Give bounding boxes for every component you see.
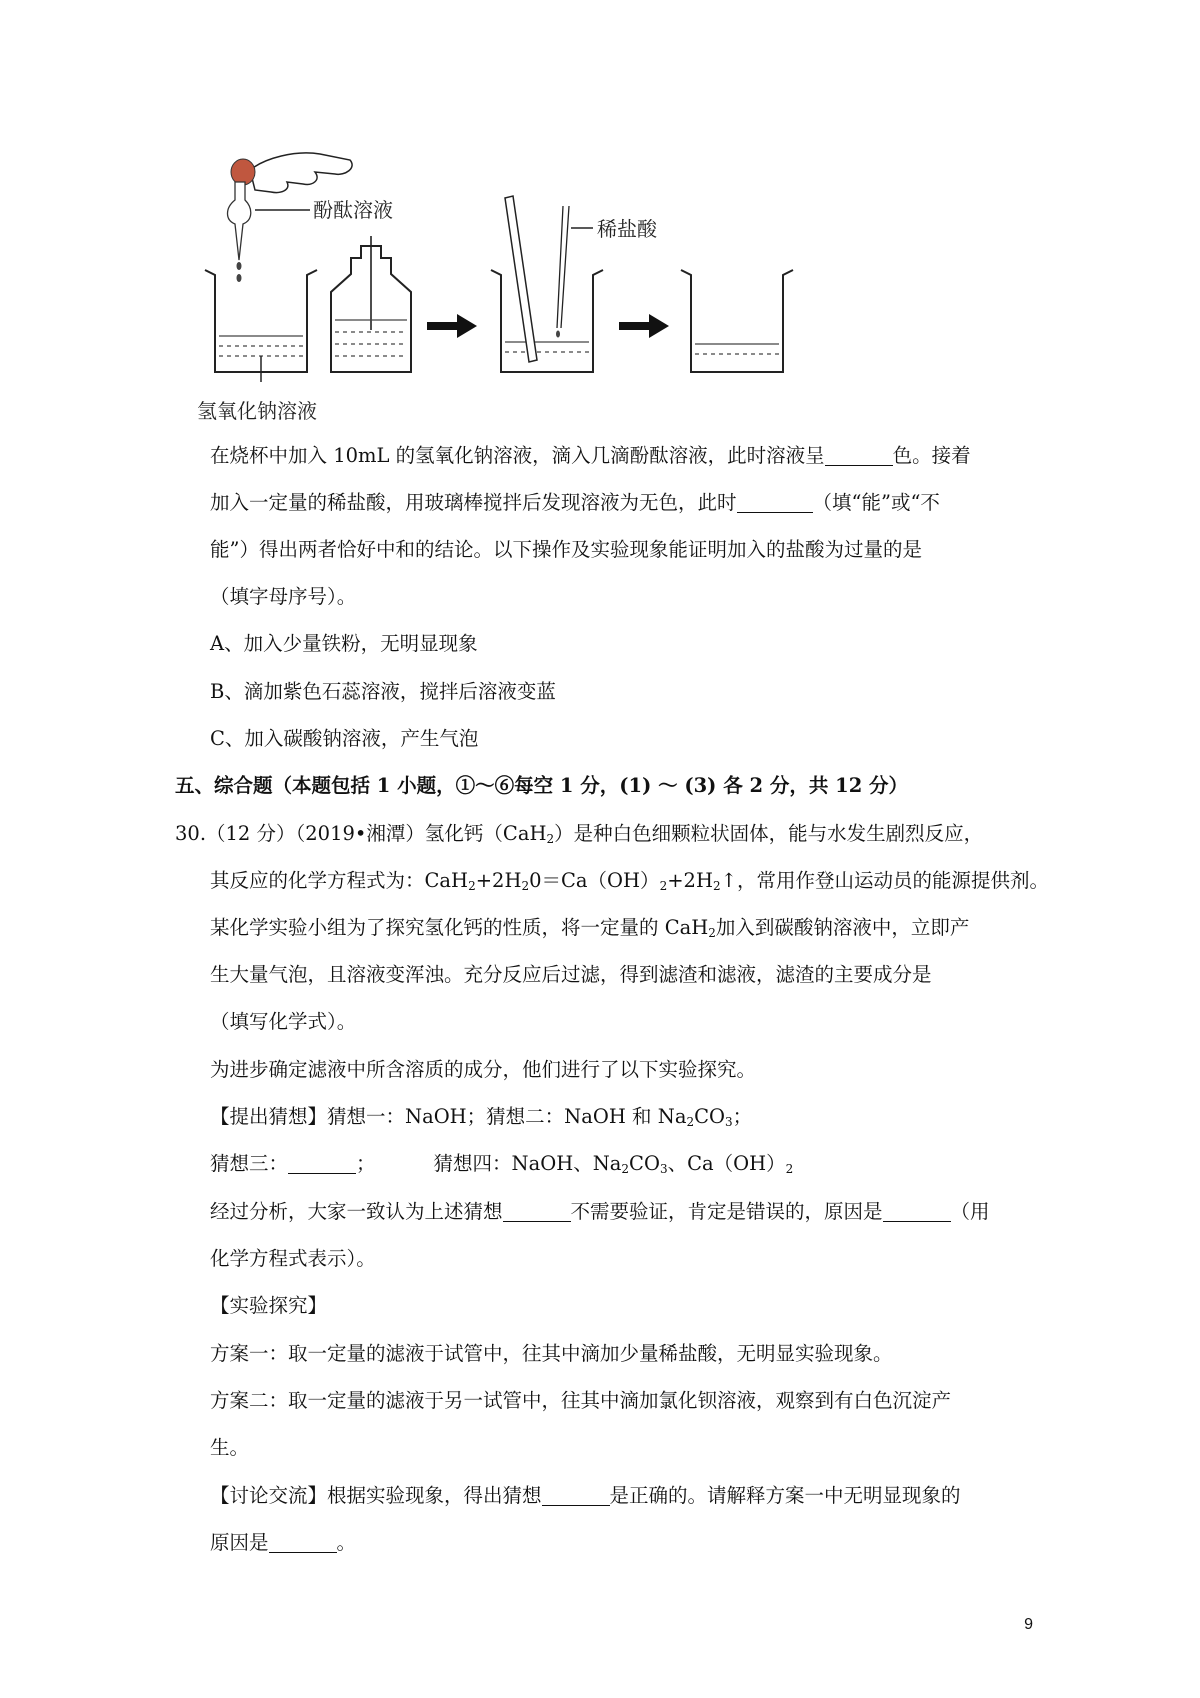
- q30-guess-line: 【提出猜想】猜想一：NaOH；猜想二：NaOH 和 $Na_2CO_3$；: [210, 1105, 753, 1129]
- arrow-right-icon: [427, 314, 477, 338]
- dropper-bulb-icon: [231, 159, 255, 185]
- q30-line-4: 生大量气泡，且溶液变浑浊。充分反应后过滤，得到滤渣和滤液，滤渣的主要成分是: [210, 963, 932, 986]
- label-dilute-hcl: 稀盐酸: [597, 217, 657, 241]
- answer-blank[interactable]: [269, 1532, 337, 1553]
- q30-experiment-title: 【实验探究】: [210, 1294, 328, 1317]
- q30-header: 30.（12 分）（2019•湘潭）氢化钙（CaH$_2$）是种白色细颗粒状固体，能与水发生剧烈反应，: [175, 822, 984, 846]
- q30-line-3: 某化学实验小组为了探究氢化钙的性质，将一定量的 CaH$_2$加入到碳酸钠溶液中，立即产: [210, 916, 970, 940]
- q30-plan-2-cont: 生。: [210, 1436, 250, 1459]
- q29-line-4: （填字母序号）。: [210, 585, 357, 608]
- answer-blank[interactable]: [288, 1153, 356, 1174]
- q29-option-b: B、滴加紫色石蕊溶液，搅拌后溶液变蓝: [210, 680, 556, 703]
- q30-analysis-line-2: 化学方程式表示）。: [210, 1247, 376, 1270]
- dropper-icon: [228, 182, 251, 260]
- q30-line-5: （填写化学式）。: [210, 1010, 357, 1033]
- answer-blank[interactable]: [503, 1201, 571, 1222]
- q29-line-3: 能”）得出两者恰好中和的结论。以下操作及实验现象能证明加入的盐酸为过量的是: [210, 538, 922, 561]
- beaker-3-icon: [491, 270, 603, 372]
- arrow-right-icon-2: [619, 314, 669, 338]
- beaker-4-icon: [681, 270, 793, 372]
- page-number: 9: [1024, 1616, 1033, 1633]
- q30-analysis-line: 经过分析，大家一致认为上述猜想 不需要验证，肯定是错误的，原因是 （用: [210, 1200, 990, 1223]
- answer-blank[interactable]: [825, 445, 893, 466]
- label-phenolphthalein: 酚酞溶液: [313, 198, 393, 222]
- q30-guess-3-4-line: 猜想三： ； 猜想四：NaOH、$Na_2CO_3$、$Ca(OH)_2$: [210, 1152, 794, 1176]
- q30-line-6: 为进步确定滤液中所含溶质的成分，他们进行了以下实验探究。: [210, 1058, 757, 1081]
- answer-blank[interactable]: [883, 1201, 951, 1222]
- solution-lines-1: [219, 336, 303, 356]
- q30-discussion-line-2: 原因是 。: [210, 1531, 357, 1554]
- answer-blank[interactable]: [737, 492, 813, 513]
- answer-blank[interactable]: [542, 1485, 610, 1506]
- label-naoh-solution: 氢氧化钠溶液: [197, 399, 317, 423]
- experiment-figure: [195, 150, 815, 435]
- q30-plan-1: 方案一：取一定量的滤液于试管中，往其中滴加少量稀盐酸，无明显实验现象。: [210, 1342, 893, 1365]
- hand-icon: [250, 153, 352, 193]
- section-five-title: 五、综合题（本题包括 1 小题，①～⑥每空 1 分，(1) ～ (3) 各 2 分，共 12 分）: [175, 774, 909, 797]
- q29-line-2: 加入一定量的稀盐酸，用玻璃棒搅拌后发现溶液为无色，此时 （填“能”或“不: [210, 491, 940, 514]
- q30-equation-line: 其反应的化学方程式为：$CaH_2+2H_20=Ca(OH)_2+2H_2↑$，常用作登山运动员的能源提供剂。: [210, 869, 1049, 893]
- dropper-2-icon: [557, 206, 569, 328]
- q30-discussion-line: 【讨论交流】根据实验现象，得出猜想 是正确的。请解释方案一中无明显现象的: [210, 1484, 961, 1507]
- q30-plan-2: 方案二：取一定量的滤液于另一试管中，往其中滴加氯化钡溶液，观察到有白色沉淀产: [210, 1389, 952, 1412]
- q29-option-c: C、加入碳酸钠溶液，产生气泡: [210, 727, 479, 750]
- q29-line-1: 在烧杯中加入 10mL 的氢氧化钠溶液，滴入几滴酚酞溶液，此时溶液呈 色。接着: [210, 444, 971, 467]
- q29-option-a: A、加入少量铁粉，无明显现象: [210, 632, 478, 655]
- glass-rod-icon: [505, 196, 537, 362]
